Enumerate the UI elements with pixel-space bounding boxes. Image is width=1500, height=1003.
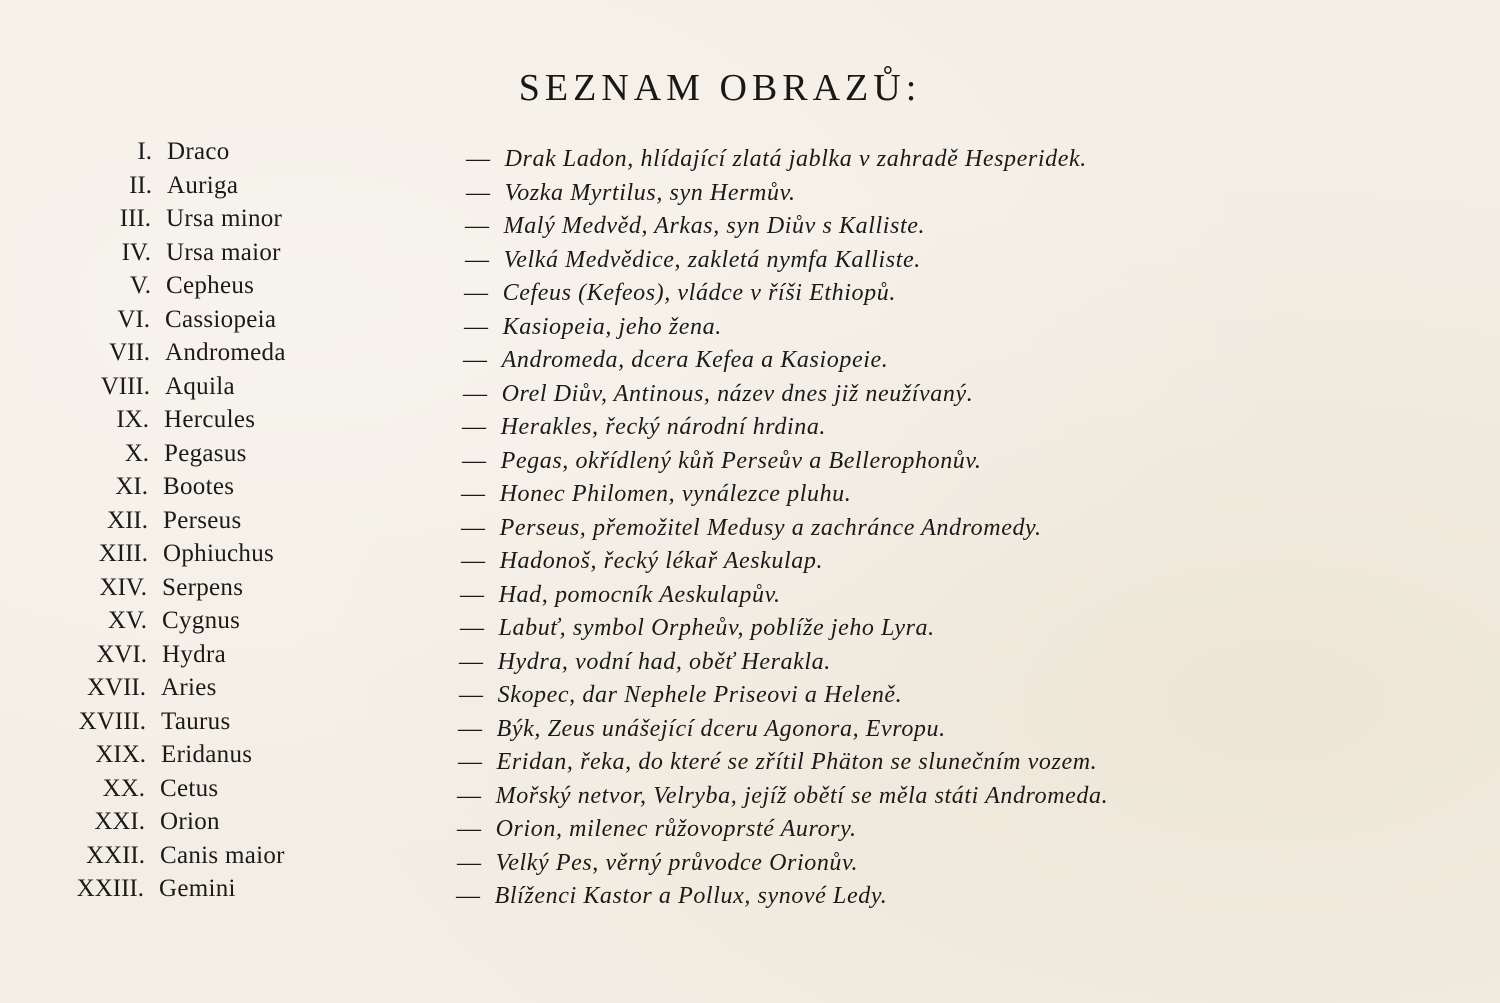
list-item bbox=[0, 507, 1500, 541]
plate-description bbox=[461, 548, 823, 575]
plate-description bbox=[463, 381, 973, 408]
plate-description bbox=[458, 749, 1097, 776]
em-dash: — bbox=[466, 146, 491, 172]
plate-description bbox=[457, 783, 1108, 810]
em-dash: — bbox=[459, 648, 484, 675]
plate-description bbox=[465, 213, 925, 240]
page-title: SEZNAM OBRAZŮ: bbox=[518, 67, 922, 109]
constellation-name: Gemini bbox=[159, 875, 236, 902]
roman-numeral: V. bbox=[129, 272, 151, 299]
constellation-name: Cassiopeia bbox=[165, 305, 277, 333]
em-dash: — bbox=[461, 481, 486, 507]
list-item bbox=[0, 339, 1500, 373]
em-dash: — bbox=[462, 414, 487, 440]
description-text: Honec Philomen, vynálezce pluhu. bbox=[499, 481, 852, 507]
description-text: Vozka Myrtilus, syn Hermův. bbox=[504, 179, 796, 206]
em-dash: — bbox=[464, 280, 489, 306]
em-dash: — bbox=[466, 179, 491, 206]
roman-numeral: IV. bbox=[121, 238, 151, 266]
plate-description bbox=[458, 716, 946, 743]
description-text: Malý Medvěd, Arkas, syn Diův s Kalliste. bbox=[503, 213, 926, 239]
em-dash: — bbox=[461, 514, 486, 541]
list-item bbox=[0, 138, 1500, 172]
list-item bbox=[0, 473, 1500, 507]
em-dash: — bbox=[464, 313, 489, 340]
description-text: Skopec, dar Nephele Priseovi a Heleně. bbox=[497, 682, 903, 708]
constellation-name: Ursa minor bbox=[166, 205, 283, 232]
list-item bbox=[0, 842, 1500, 876]
description-text: Hadonoš, řecký lékař Aeskulap. bbox=[499, 548, 824, 574]
em-dash: — bbox=[459, 682, 484, 708]
description-text: Drak Ladon, hlídající zlatá jablka v zahradě Hesperidek. bbox=[504, 146, 1087, 172]
roman-numeral: XX. bbox=[102, 774, 145, 802]
plate-description bbox=[466, 180, 796, 207]
description-text: Hydra, vodní had, oběť Herakla. bbox=[497, 648, 831, 675]
description-text: Pegas, okřídlený kůň Perseův a Bellerophonův. bbox=[500, 447, 982, 474]
list-item bbox=[0, 641, 1500, 675]
constellation-name: Cepheus bbox=[166, 272, 255, 299]
list-item bbox=[0, 540, 1500, 574]
list-item bbox=[0, 205, 1500, 239]
description-text: Labuť, symbol Orpheův, poblíže jeho Lyra. bbox=[498, 615, 935, 641]
em-dash: — bbox=[465, 246, 490, 273]
constellation-name: Andromeda bbox=[165, 339, 286, 366]
em-dash: — bbox=[460, 615, 485, 641]
list-item bbox=[0, 674, 1500, 708]
plate-description bbox=[459, 682, 902, 709]
plate-description bbox=[465, 247, 921, 274]
plate-list bbox=[0, 138, 1500, 909]
list-item bbox=[0, 272, 1500, 306]
constellation-name: Hercules bbox=[164, 406, 256, 433]
list-item bbox=[0, 607, 1500, 641]
constellation-name: Pegasus bbox=[164, 439, 247, 467]
list-item bbox=[0, 875, 1500, 909]
constellation-name: Taurus bbox=[161, 707, 231, 735]
roman-numeral: XII. bbox=[107, 506, 148, 534]
list-item bbox=[0, 440, 1500, 474]
em-dash: — bbox=[458, 749, 483, 775]
description-text: Had, pomocník Aeskulapův. bbox=[498, 581, 781, 608]
plate-description bbox=[463, 347, 888, 374]
em-dash: — bbox=[462, 447, 487, 474]
em-dash: — bbox=[456, 883, 481, 909]
list-item bbox=[0, 306, 1500, 340]
roman-numeral: IX. bbox=[116, 406, 149, 433]
roman-numeral: XIV. bbox=[99, 573, 147, 601]
plate-description bbox=[457, 816, 857, 843]
description-text: Velký Pes, věrný průvodce Orionův. bbox=[495, 849, 859, 876]
description-text: Herakles, řecký národní hrdina. bbox=[500, 414, 827, 440]
constellation-name: Cygnus bbox=[162, 607, 241, 634]
roman-numeral: XVIII. bbox=[78, 707, 146, 735]
roman-numeral: I. bbox=[137, 138, 152, 165]
list-item bbox=[0, 172, 1500, 206]
list-item bbox=[0, 239, 1500, 273]
description-text: Eridan, řeka, do které se zřítil Phäton se slunečním vozem. bbox=[496, 749, 1098, 775]
em-dash: — bbox=[460, 581, 485, 608]
description-text: Perseus, přemožitel Medusy a zachránce Andromedy. bbox=[499, 514, 1042, 541]
constellation-name: Draco bbox=[167, 138, 230, 165]
plate-description bbox=[464, 280, 896, 307]
constellation-name: Canis maior bbox=[160, 841, 285, 869]
description-text: Cefeus (Kefeos), vládce v říši Ethiopů. bbox=[502, 280, 896, 306]
plate-description bbox=[460, 615, 935, 642]
plate-description bbox=[456, 883, 887, 910]
constellation-name: Perseus bbox=[163, 506, 242, 534]
description-text: Býk, Zeus unášející dceru Agonora, Evropu. bbox=[496, 715, 946, 742]
list-item bbox=[0, 708, 1500, 742]
constellation-name: Ursa maior bbox=[166, 238, 281, 266]
roman-numeral: X. bbox=[124, 439, 149, 467]
description-text: Kasiopeia, jeho žena. bbox=[502, 313, 722, 340]
roman-numeral: XXIII. bbox=[76, 875, 144, 902]
roman-numeral: XVI. bbox=[96, 640, 147, 668]
roman-numeral: XV. bbox=[107, 607, 147, 634]
roman-numeral: III. bbox=[119, 205, 151, 232]
list-item bbox=[0, 741, 1500, 775]
roman-numeral: VIII. bbox=[100, 372, 150, 400]
plate-description bbox=[462, 448, 981, 475]
constellation-name: Bootes bbox=[163, 473, 235, 500]
em-dash: — bbox=[461, 548, 486, 574]
constellation-name: Aquila bbox=[165, 372, 235, 400]
constellation-name: Aries bbox=[161, 674, 217, 701]
constellation-name: Eridanus bbox=[161, 741, 253, 768]
constellation-name: Orion bbox=[160, 808, 220, 835]
plate-description bbox=[459, 649, 831, 676]
description-text: Mořský netvor, Velryba, jejíž obětí se měla státi Andromeda. bbox=[495, 782, 1109, 809]
plate-description bbox=[466, 146, 1087, 173]
plate-description bbox=[464, 314, 722, 341]
roman-numeral: XI. bbox=[115, 473, 148, 500]
constellation-name: Serpens bbox=[162, 573, 244, 601]
plate-description bbox=[457, 850, 858, 877]
list-item bbox=[0, 406, 1500, 440]
plate-description bbox=[460, 582, 781, 609]
roman-numeral: VI. bbox=[117, 305, 150, 333]
plate-description bbox=[461, 481, 851, 508]
plate-description bbox=[462, 414, 826, 441]
plate-description bbox=[461, 515, 1042, 542]
description-text: Orel Diův, Antinous, název dnes již neužívaný. bbox=[501, 380, 974, 407]
roman-numeral: XIII. bbox=[98, 540, 148, 567]
constellation-name: Ophiuchus bbox=[163, 540, 275, 567]
em-dash: — bbox=[457, 816, 482, 842]
description-text: Andromeda, dcera Kefea a Kasiopeie. bbox=[501, 347, 889, 373]
em-dash: — bbox=[458, 715, 483, 742]
constellation-name: Hydra bbox=[162, 640, 226, 668]
em-dash: — bbox=[457, 849, 482, 876]
em-dash: — bbox=[463, 347, 488, 373]
roman-numeral: VII. bbox=[109, 339, 150, 366]
em-dash: — bbox=[463, 380, 488, 407]
roman-numeral: II. bbox=[129, 171, 152, 199]
roman-numeral: XXI. bbox=[94, 808, 145, 835]
list-item bbox=[0, 574, 1500, 608]
description-text: Blíženci Kastor a Pollux, synové Ledy. bbox=[494, 883, 888, 909]
em-dash: — bbox=[457, 782, 482, 809]
description-text: Velká Medvědice, zakletá nymfa Kalliste. bbox=[503, 246, 921, 273]
list-item bbox=[0, 373, 1500, 407]
constellation-name: Auriga bbox=[167, 171, 239, 199]
roman-numeral: XIX. bbox=[95, 741, 146, 768]
list-item bbox=[0, 775, 1500, 809]
list-item bbox=[0, 808, 1500, 842]
em-dash: — bbox=[465, 213, 490, 239]
roman-numeral: XVII. bbox=[86, 674, 146, 701]
constellation-name: Cetus bbox=[160, 774, 219, 802]
roman-numeral: XXII. bbox=[85, 841, 145, 869]
description-text: Orion, milenec růžovoprsté Aurory. bbox=[495, 816, 857, 842]
